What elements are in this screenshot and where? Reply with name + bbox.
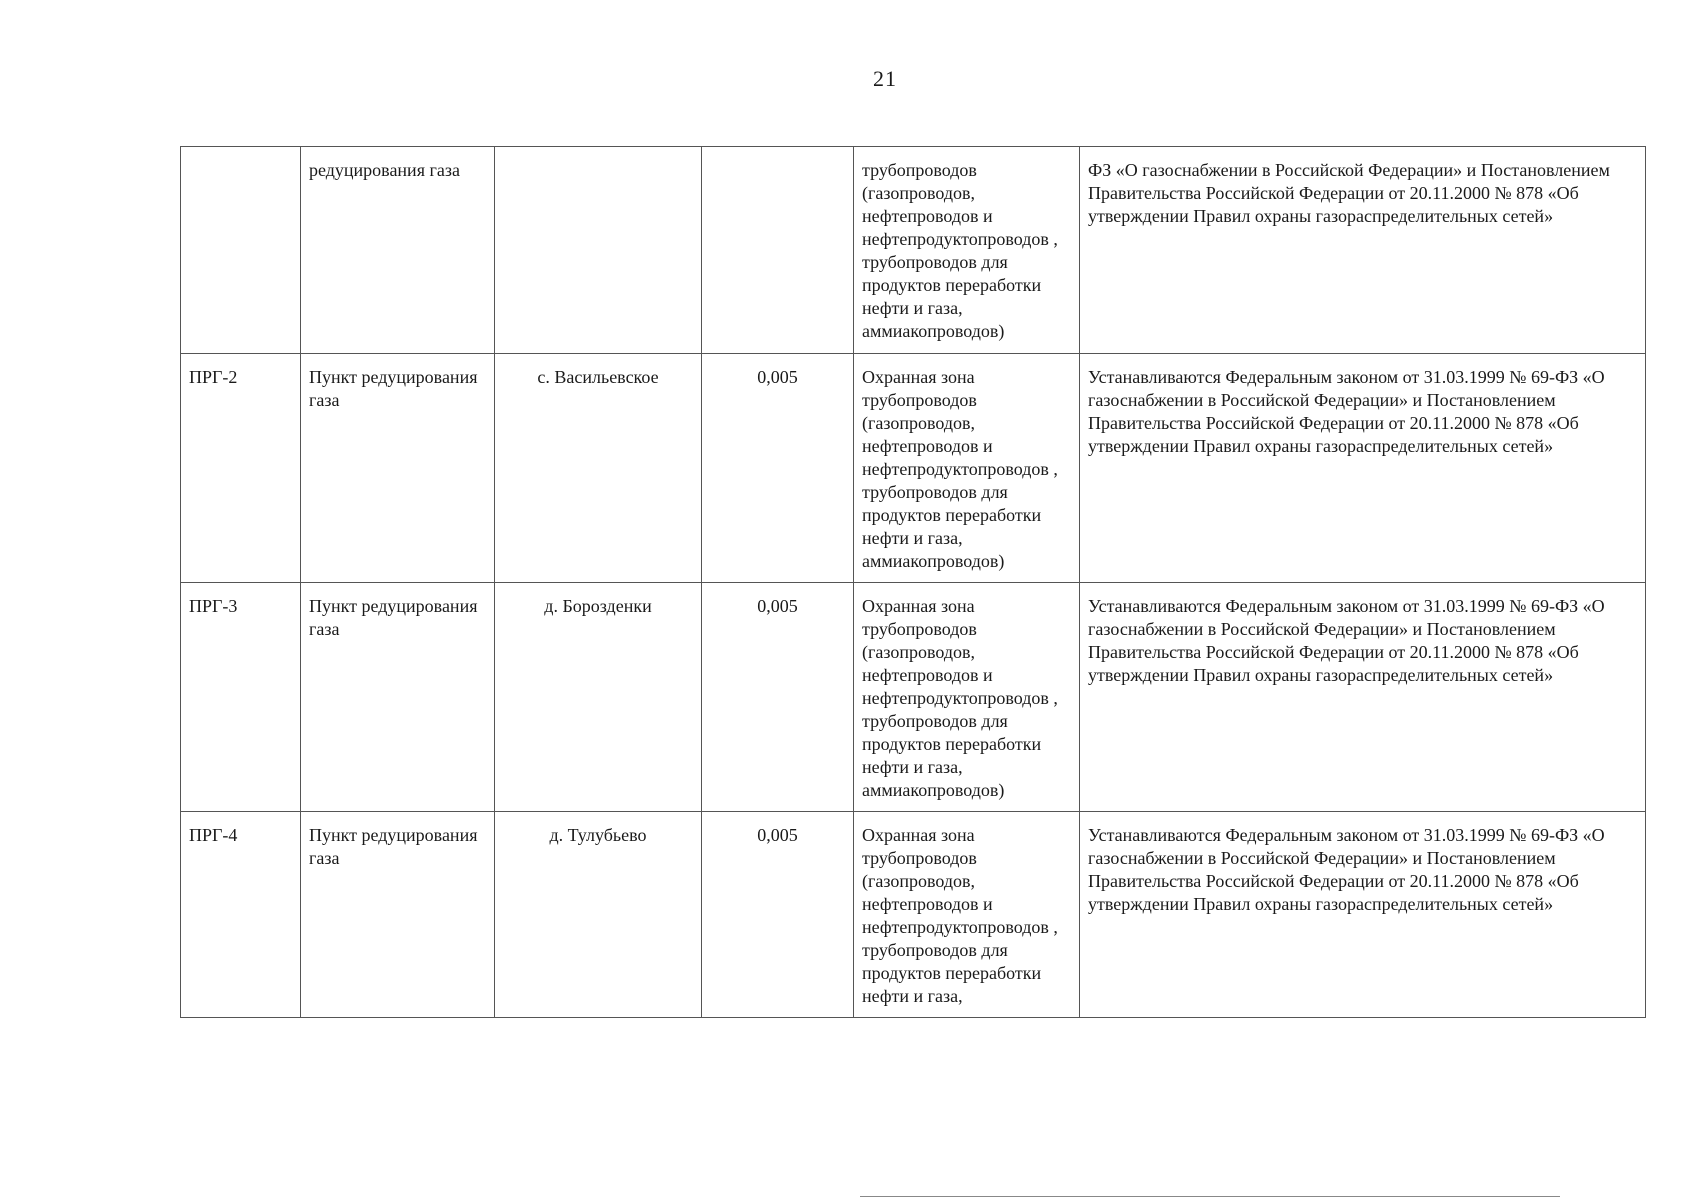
- table-row: [181, 812, 1646, 1018]
- cell-area: 0,005: [702, 812, 854, 1018]
- cell-zone: Охранная зона трубопроводов (газопроводов, нефтепроводов и нефтепродуктопроводов , трубопроводов для продуктов переработки нефти и газа, аммиакопроводов): [854, 583, 1080, 812]
- cell-name: Пункт редуцирования газа: [301, 354, 495, 583]
- cell-regulation: ФЗ «О газоснабжении в Российской Федерации» и Постановлением Правительства Российской Федерации от 20.11.2000 № 878 «Об утверждении Правил охраны газораспределительных сетей»: [1080, 147, 1646, 354]
- cell-id: ПРГ-4: [181, 812, 301, 1018]
- page-number: 21: [873, 66, 897, 91]
- cell-location: д. Борозденки: [495, 583, 702, 812]
- cell-regulation: Устанавливаются Федеральным законом от 31.03.1999 № 69-ФЗ «О газоснабжении в Российской Федерации» и Постановлением Правительства Российской Федерации от 20.11.2000 № 878 «Об утверждении Правил охраны газораспределительных сетей»: [1080, 583, 1646, 812]
- cell-location: с. Васильевское: [495, 354, 702, 583]
- zones-table: [180, 146, 1646, 1018]
- cell-regulation: Устанавливаются Федеральным законом от 31.03.1999 № 69-ФЗ «О газоснабжении в Российской Федерации» и Постановлением Правительства Российской Федерации от 20.11.2000 № 878 «Об утверждении Правил охраны газораспределительных сетей»: [1080, 354, 1646, 583]
- cell-location: д. Тулубьево: [495, 812, 702, 1018]
- cell-location: [495, 147, 702, 354]
- cell-id: ПРГ-3: [181, 583, 301, 812]
- cell-area: [702, 147, 854, 354]
- bottom-rule: [860, 1196, 1560, 1197]
- cell-zone: Охранная зона трубопроводов (газопроводов, нефтепроводов и нефтепродуктопроводов , трубопроводов для продуктов переработки нефти и газа,: [854, 812, 1080, 1018]
- cell-id: [181, 147, 301, 354]
- cell-name: Пункт редуцирования газа: [301, 583, 495, 812]
- table-row: [181, 147, 1646, 354]
- cell-area: 0,005: [702, 354, 854, 583]
- cell-zone: трубопроводов (газопроводов, нефтепроводов и нефтепродуктопроводов , трубопроводов для продуктов переработки нефти и газа, аммиакопроводов): [854, 147, 1080, 354]
- cell-id: ПРГ-2: [181, 354, 301, 583]
- table-row: [181, 354, 1646, 583]
- table-row: [181, 583, 1646, 812]
- cell-zone: Охранная зона трубопроводов (газопроводов, нефтепроводов и нефтепродуктопроводов , трубопроводов для продуктов переработки нефти и газа, аммиакопроводов): [854, 354, 1080, 583]
- cell-area: 0,005: [702, 583, 854, 812]
- cell-name: редуцирования газа: [301, 147, 495, 354]
- cell-regulation: Устанавливаются Федеральным законом от 31.03.1999 № 69-ФЗ «О газоснабжении в Российской Федерации» и Постановлением Правительства Российской Федерации от 20.11.2000 № 878 «Об утверждении Правил охраны газораспределительных сетей»: [1080, 812, 1646, 1018]
- cell-name: Пункт редуцирования газа: [301, 812, 495, 1018]
